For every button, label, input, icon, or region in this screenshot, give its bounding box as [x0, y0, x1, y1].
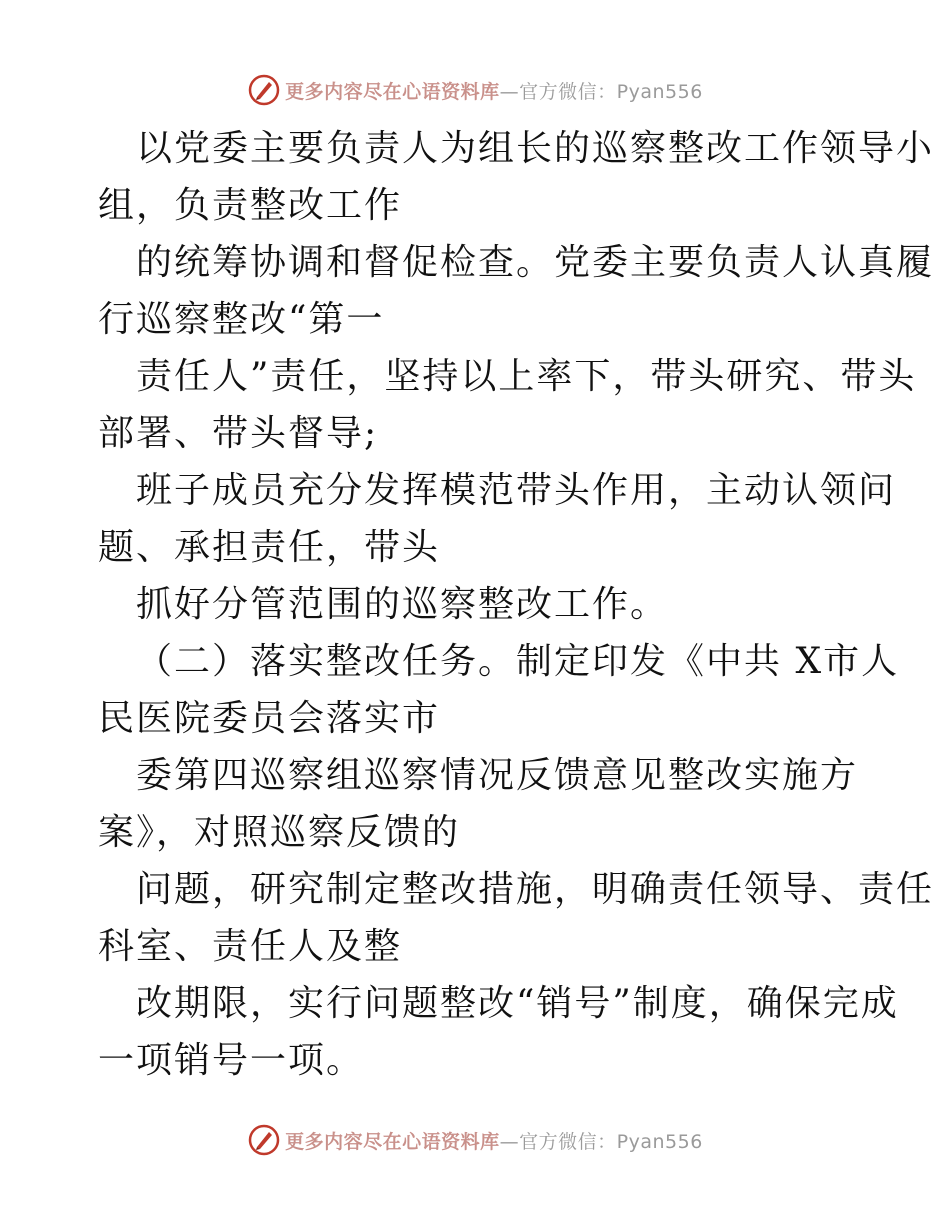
text-line: 组，负责整改工作 — [98, 185, 403, 226]
quill-pen-circle-icon — [247, 73, 281, 107]
text-line: 责任人”责任，坚持以上率下，带头研究、带头 — [136, 356, 917, 397]
text-line: 班子成员充分发挥模范带头作用，主动认领问 — [136, 470, 897, 511]
text-line: （二）落实整改任务。制定印发《中共 X市人 — [136, 641, 900, 682]
text-line: 改期限，实行问题整改“销号”制度，确保完成 — [136, 983, 899, 1024]
text-line: 一项销号一项。 — [98, 1040, 365, 1081]
text-line: 的统筹协调和督促检查。党委主要负责人认真履 — [136, 242, 935, 283]
watermark-text: 更多内容尽在心语资料库—官方微信：Pyan556 — [285, 80, 703, 103]
footer-watermark — [0, 1120, 950, 1160]
watermark-text: 更多内容尽在心语资料库—官方微信：Pyan556 — [285, 1130, 703, 1153]
text-line: 部署、带头督导; — [98, 413, 379, 454]
text-line: 行巡察整改“第一 — [98, 299, 385, 340]
text-line: 委第四巡察组巡察情况反馈意见整改实施方 — [136, 755, 859, 796]
text-line: 问题，研究制定整改措施，明确责任领导、责任 — [136, 869, 935, 910]
quill-pen-circle-icon — [247, 1123, 281, 1157]
text-line: 科室、责任人及整 — [98, 926, 403, 967]
text-line: 案》，对照巡察反馈的 — [98, 812, 461, 853]
text-line: 民医院委员会落实市 — [98, 698, 441, 739]
header-watermark — [0, 70, 950, 110]
document-body — [98, 120, 935, 1089]
text-line: 抓好分管范围的巡察整改工作。 — [136, 584, 669, 625]
text-line: 以党委主要负责人为组长的巡察整改工作领导小 — [136, 128, 935, 169]
text-line: 题、承担责任，带头 — [98, 527, 441, 568]
